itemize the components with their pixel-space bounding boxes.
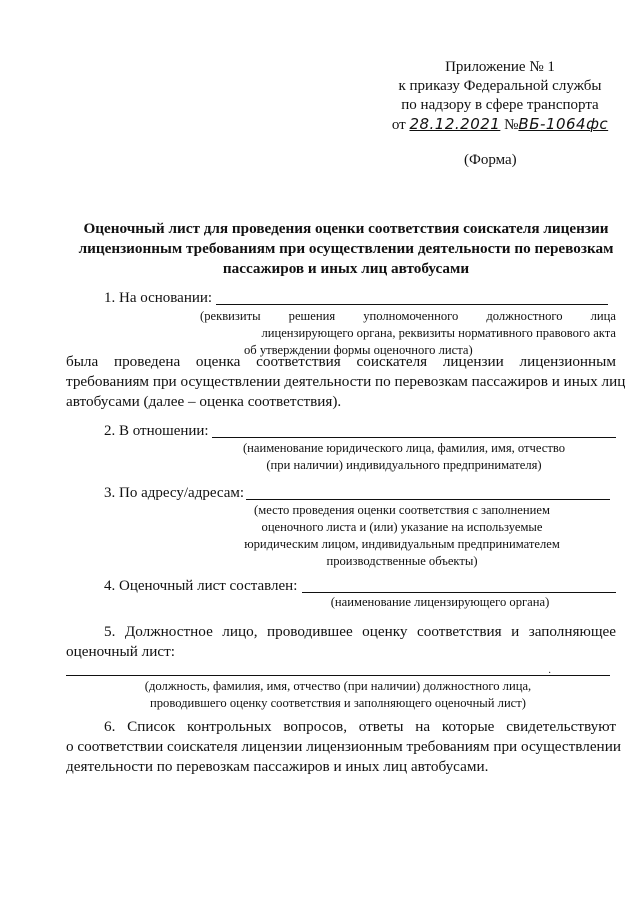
section-5-fill-line[interactable] (66, 675, 610, 676)
section-5-text-line-1: 5. Должностное лицо, проводившее оценку соответствия и заполняющее (104, 623, 616, 640)
form-label: (Форма) (464, 152, 517, 168)
order-date-number (380, 115, 620, 135)
stray-mark: · (548, 668, 552, 679)
section-5-text-line-2: оценочный лист: (66, 643, 175, 660)
section-5-hint-line-1: (должность, фамилия, имя, отчество (при наличии) должностного лица, (144, 679, 532, 693)
section-3-hint-line-3: юридическим лицом, индивидуальным предпринимателем (244, 537, 560, 551)
appendix-agency: по надзору в сфере транспорта (401, 97, 599, 113)
section-1-text-line-2: требованиям при осуществлении деятельности по перевозкам пассажиров и иных лиц (66, 373, 626, 390)
section-1-text (66, 352, 626, 412)
section-1-hint-line-1: (реквизиты решения уполномоченного должностного лица (200, 309, 616, 323)
section-6-text-line-2: о соответствии соискателя лицензии лицензионным требованиям при осуществлении (66, 738, 621, 755)
section-5-text (66, 622, 616, 662)
section-2-fill-line[interactable] (212, 437, 616, 438)
section-2-label: 2. В отношении: (104, 423, 209, 439)
order-date: 28.12.2021 (409, 115, 501, 133)
document-title (66, 219, 626, 279)
section-5-hint (108, 678, 568, 712)
section-2-hint-line-2: (при наличии) индивидуального предпринимателя) (266, 458, 542, 472)
section-3-hint-line-1: (место проведения оценки соответствия с заполнением (254, 503, 550, 517)
order-number: ВБ-1064фс (518, 115, 609, 133)
section-3-hint (232, 502, 572, 570)
section-3-hint-line-2: оценочного листа и (или) указание на используемые (261, 520, 543, 534)
section-1-hint-line-3: об утверждении формы оценочного листа) (244, 343, 473, 357)
section-2-hint-line-1: (наименование юридического лица, фамилия, имя, отчество (242, 441, 566, 455)
title-line-2: лицензионным требованиям при осуществлении деятельности по перевозкам (78, 240, 614, 257)
section-1-hint-line-2: лицензирующего органа, реквизиты нормативного правового акта (261, 326, 616, 340)
section-4-label: 4. Оценочный лист составлен: (104, 578, 298, 594)
section-2-hint (234, 440, 574, 474)
section-1-text-line-3: автобусами (далее – оценка соответствия). (66, 393, 342, 410)
title-line-1: Оценочный лист для проведения оценки соответствия соискателя лицензии (83, 220, 609, 237)
title-line-3: пассажиров и иных лиц автобусами (222, 260, 470, 277)
section-1-fill-line[interactable] (216, 304, 608, 305)
appendix-order-ref: к приказу Федеральной службы (398, 78, 602, 94)
appendix-header (380, 58, 620, 135)
section-1-label: 1. На основании: (104, 290, 213, 306)
section-4-fill-line[interactable] (302, 592, 616, 593)
section-5-hint-line-2: проводившего оценку соответствия и заполняющего оценочный лист) (150, 696, 526, 710)
order-prefix: от (391, 117, 406, 133)
section-3-fill-line[interactable] (246, 499, 610, 500)
section-6-text (66, 717, 621, 777)
section-6-text-line-1: 6. Список контрольных вопросов, ответы на которые свидетельствуют (104, 718, 616, 735)
appendix-number: Приложение № 1 (445, 59, 555, 75)
section-1-text-line-1: была проведена оценка соответствия соискателя лицензии лицензионным (66, 353, 616, 370)
section-3-label: 3. По адресу/адресам: (104, 485, 245, 501)
section-6-text-line-3: деятельности по перевозкам пассажиров и иных лиц автобусами. (66, 758, 489, 775)
section-3-hint-line-4: производственные объекты) (326, 554, 478, 568)
section-4-hint: (наименование лицензирующего органа) (330, 595, 550, 609)
order-number-prefix: № (504, 117, 519, 133)
